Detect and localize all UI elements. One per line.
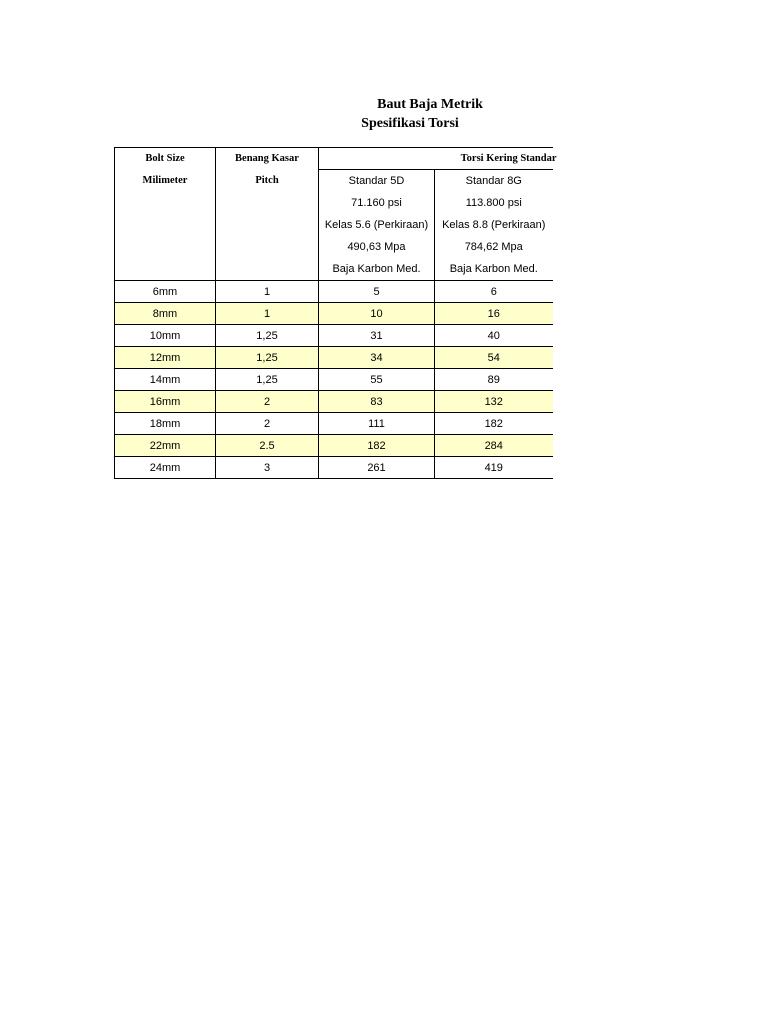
header-benang-kasar: Benang Kasar: [216, 148, 319, 170]
header-group-torsi: [319, 148, 557, 170]
document-subtitle: Spesifikasi Torsi: [361, 116, 459, 131]
cell-pitch: 2.5: [216, 435, 319, 457]
cell-pitch: 2: [216, 391, 319, 413]
cell-bolt-size: 12mm: [115, 347, 216, 369]
document-title: Baut Baja Metrik: [377, 97, 483, 112]
cell-bolt-size: 10mm: [115, 325, 216, 347]
cell-pitch: 1: [216, 281, 319, 303]
header-milimeter: Milimeter: [115, 170, 216, 193]
header-pitch: Pitch: [216, 170, 319, 193]
cell-standar-8g: 40: [435, 325, 553, 347]
cell-standar-5d: 83: [319, 391, 435, 413]
header-bolt-size: Bolt Size: [115, 148, 216, 170]
header-std8g-mpa: 784,62 Mpa: [464, 241, 523, 253]
cell-standar-5d: 55: [319, 369, 435, 391]
cell-bolt-size: 18mm: [115, 413, 216, 435]
header-row-2: [115, 170, 553, 193]
cell-pitch: 2: [216, 413, 319, 435]
cell-standar-8g: 132: [435, 391, 553, 413]
cell-standar-8g: 182: [435, 413, 553, 435]
cell-standar-5d: 10: [319, 303, 435, 325]
cell-standar-8g: 419: [435, 457, 553, 479]
table-row: [115, 303, 553, 325]
header-row-1: [115, 148, 553, 170]
cell-pitch: 1,25: [216, 347, 319, 369]
header-std5d-name: Standar 5D: [319, 170, 435, 193]
cell-bolt-size: 8mm: [115, 303, 216, 325]
header-std5d-mpa: 490,63 Mpa: [319, 236, 435, 258]
cell-standar-5d: 34: [319, 347, 435, 369]
header-std8g-name: Standar 8G: [465, 175, 522, 187]
cell-bolt-size: 16mm: [115, 391, 216, 413]
cell-pitch: 1: [216, 303, 319, 325]
cell-pitch: 1,25: [216, 325, 319, 347]
table-row: [115, 347, 553, 369]
cell-standar-8g: 16: [435, 303, 553, 325]
cell-pitch: 1,25: [216, 369, 319, 391]
header-std5d-material: Baja Karbon Med.: [319, 258, 435, 281]
header-std8g-material: Baja Karbon Med.: [449, 263, 538, 275]
cell-standar-8g: 284: [435, 435, 553, 457]
torque-table: [114, 147, 557, 479]
table-row: [115, 325, 553, 347]
cell-standar-8g: 6: [435, 281, 553, 303]
table-row: [115, 413, 553, 435]
header-row-6: [115, 258, 553, 281]
header-std5d-psi: 71.160 psi: [319, 192, 435, 214]
cell-bolt-size: 14mm: [115, 369, 216, 391]
header-std5d-kelas: Kelas 5.6 (Perkiraan): [319, 214, 435, 236]
cell-standar-5d: 5: [319, 281, 435, 303]
cell-standar-8g: 89: [435, 369, 553, 391]
table-row: [115, 457, 553, 479]
cell-pitch: 3: [216, 457, 319, 479]
header-std8g-psi: 113.800 psi: [465, 197, 522, 209]
cell-standar-5d: 111: [319, 413, 435, 435]
header-std8g-kelas: Kelas 8.8 (Perkiraan): [442, 219, 546, 231]
cell-bolt-size: 6mm: [115, 281, 216, 303]
cell-standar-5d: 182: [319, 435, 435, 457]
table-row: [115, 435, 553, 457]
cell-standar-5d: 31: [319, 325, 435, 347]
table-row: [115, 391, 553, 413]
cell-bolt-size: 24mm: [115, 457, 216, 479]
header-row-5: [115, 236, 553, 258]
header-row-4: [115, 214, 553, 236]
cell-standar-8g: 54: [435, 347, 553, 369]
header-row-3: [115, 192, 553, 214]
table-row: [115, 281, 553, 303]
cell-bolt-size: 22mm: [115, 435, 216, 457]
cell-standar-5d: 261: [319, 457, 435, 479]
table-row: [115, 369, 553, 391]
header-group-label: Torsi Kering Standar: [460, 153, 557, 164]
